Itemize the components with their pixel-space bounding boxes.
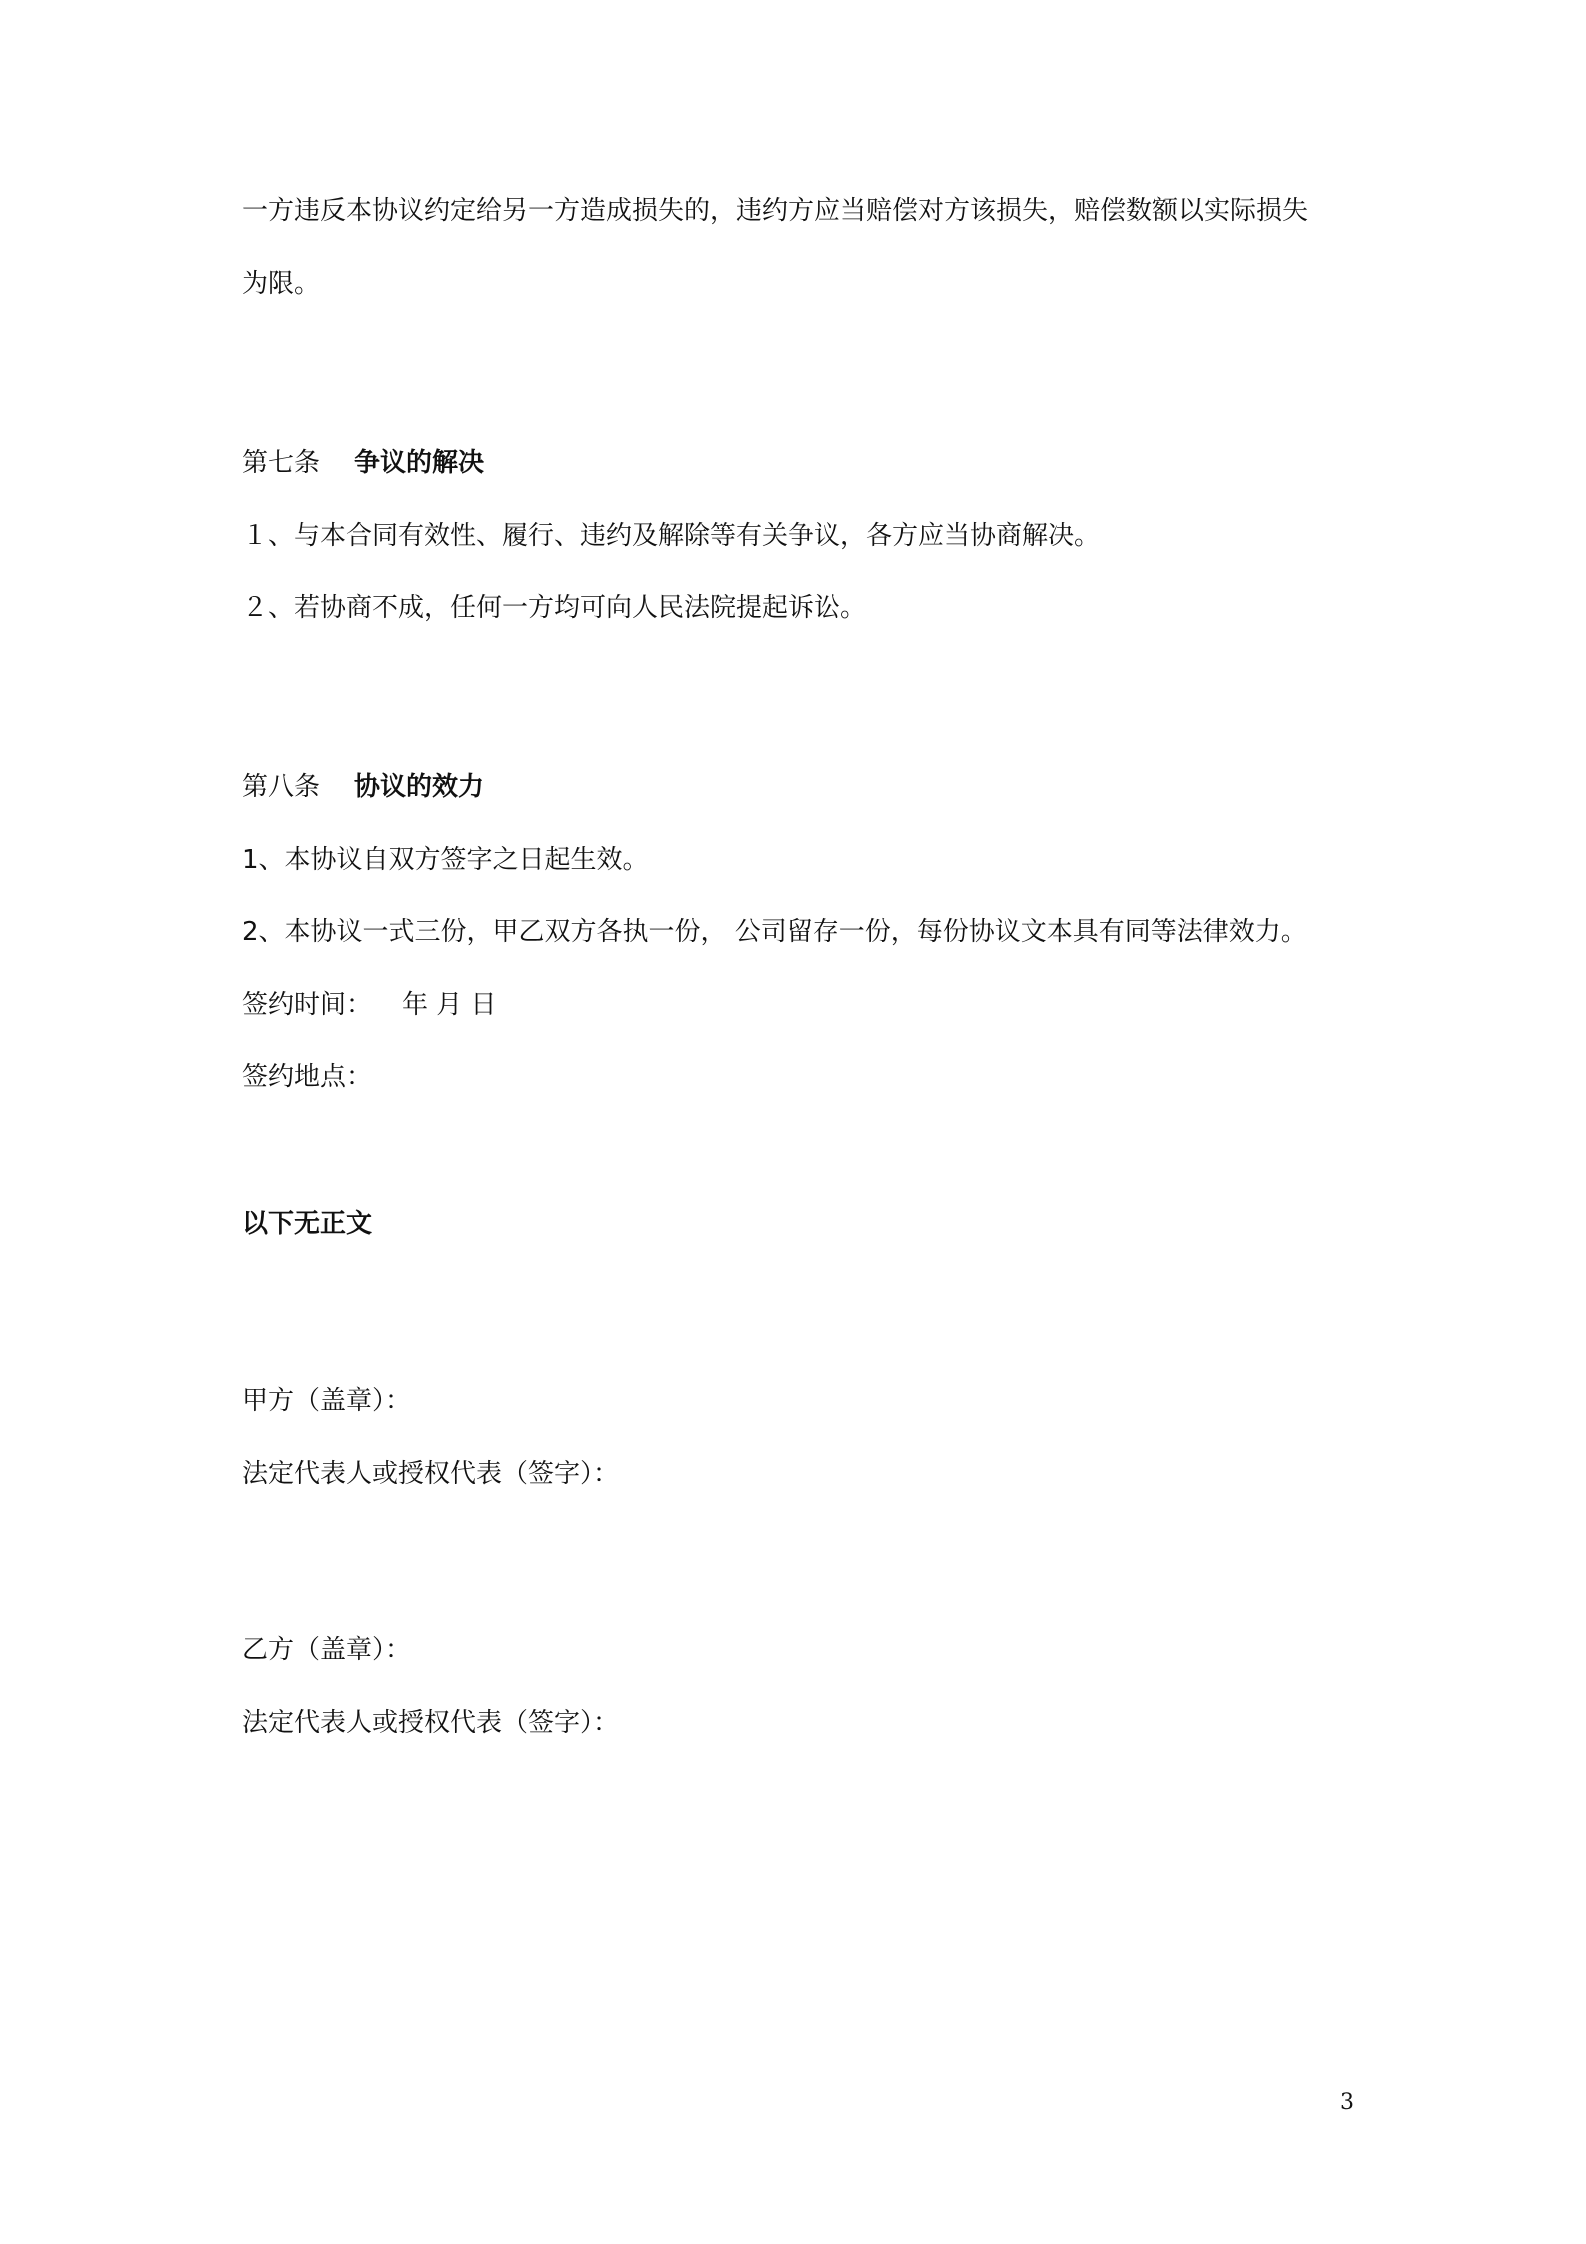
party-b-seal: 乙方（盖章）： <box>242 1635 412 1665</box>
end-note: 以下无正文 <box>242 1209 373 1239</box>
party-b-representative: 法定代表人或授权代表（签字）： <box>242 1708 620 1738</box>
article-7-item-2: ２、若协商不成，任何一方均可向人民法院提起诉讼。 <box>242 593 867 623</box>
party-a-representative: 法定代表人或授权代表（签字）： <box>242 1459 620 1489</box>
page-number: 3 <box>1340 2090 1354 2115</box>
article-8-label: 第八条 <box>242 772 321 802</box>
continuation-line-1: 一方违反本协议约定给另一方造成损失的，违约方应当赔偿对方该损失，赔偿数额以实际损失 <box>242 196 1309 226</box>
signing-place-label: 签约地点： <box>242 1062 373 1092</box>
article-7-label: 第七条 <box>242 448 321 478</box>
article-7-heading <box>242 445 484 481</box>
continuation-line-2: 为限。 <box>242 269 321 299</box>
article-7-title: 争议的解决 <box>354 448 485 478</box>
signing-time-label: 签约时间： <box>242 990 373 1020</box>
article-8-item-1: 1、本协议自双方签字之日起生效。 <box>242 845 649 875</box>
article-8-heading <box>242 769 484 805</box>
article-8-item-2: 2、本协议一式三份，甲乙双方各执一份， 公司留存一份，每份协议文本具有同等法律效力。 <box>242 917 1307 947</box>
article-8-title: 协议的效力 <box>354 772 485 802</box>
signing-time-value: 年 月 日 <box>402 990 497 1020</box>
article-7-item-1: １、与本合同有效性、履行、违约及解除等有关争议，各方应当协商解决。 <box>242 521 1101 551</box>
party-a-seal: 甲方（盖章）： <box>242 1386 412 1416</box>
signing-time <box>242 987 497 1023</box>
